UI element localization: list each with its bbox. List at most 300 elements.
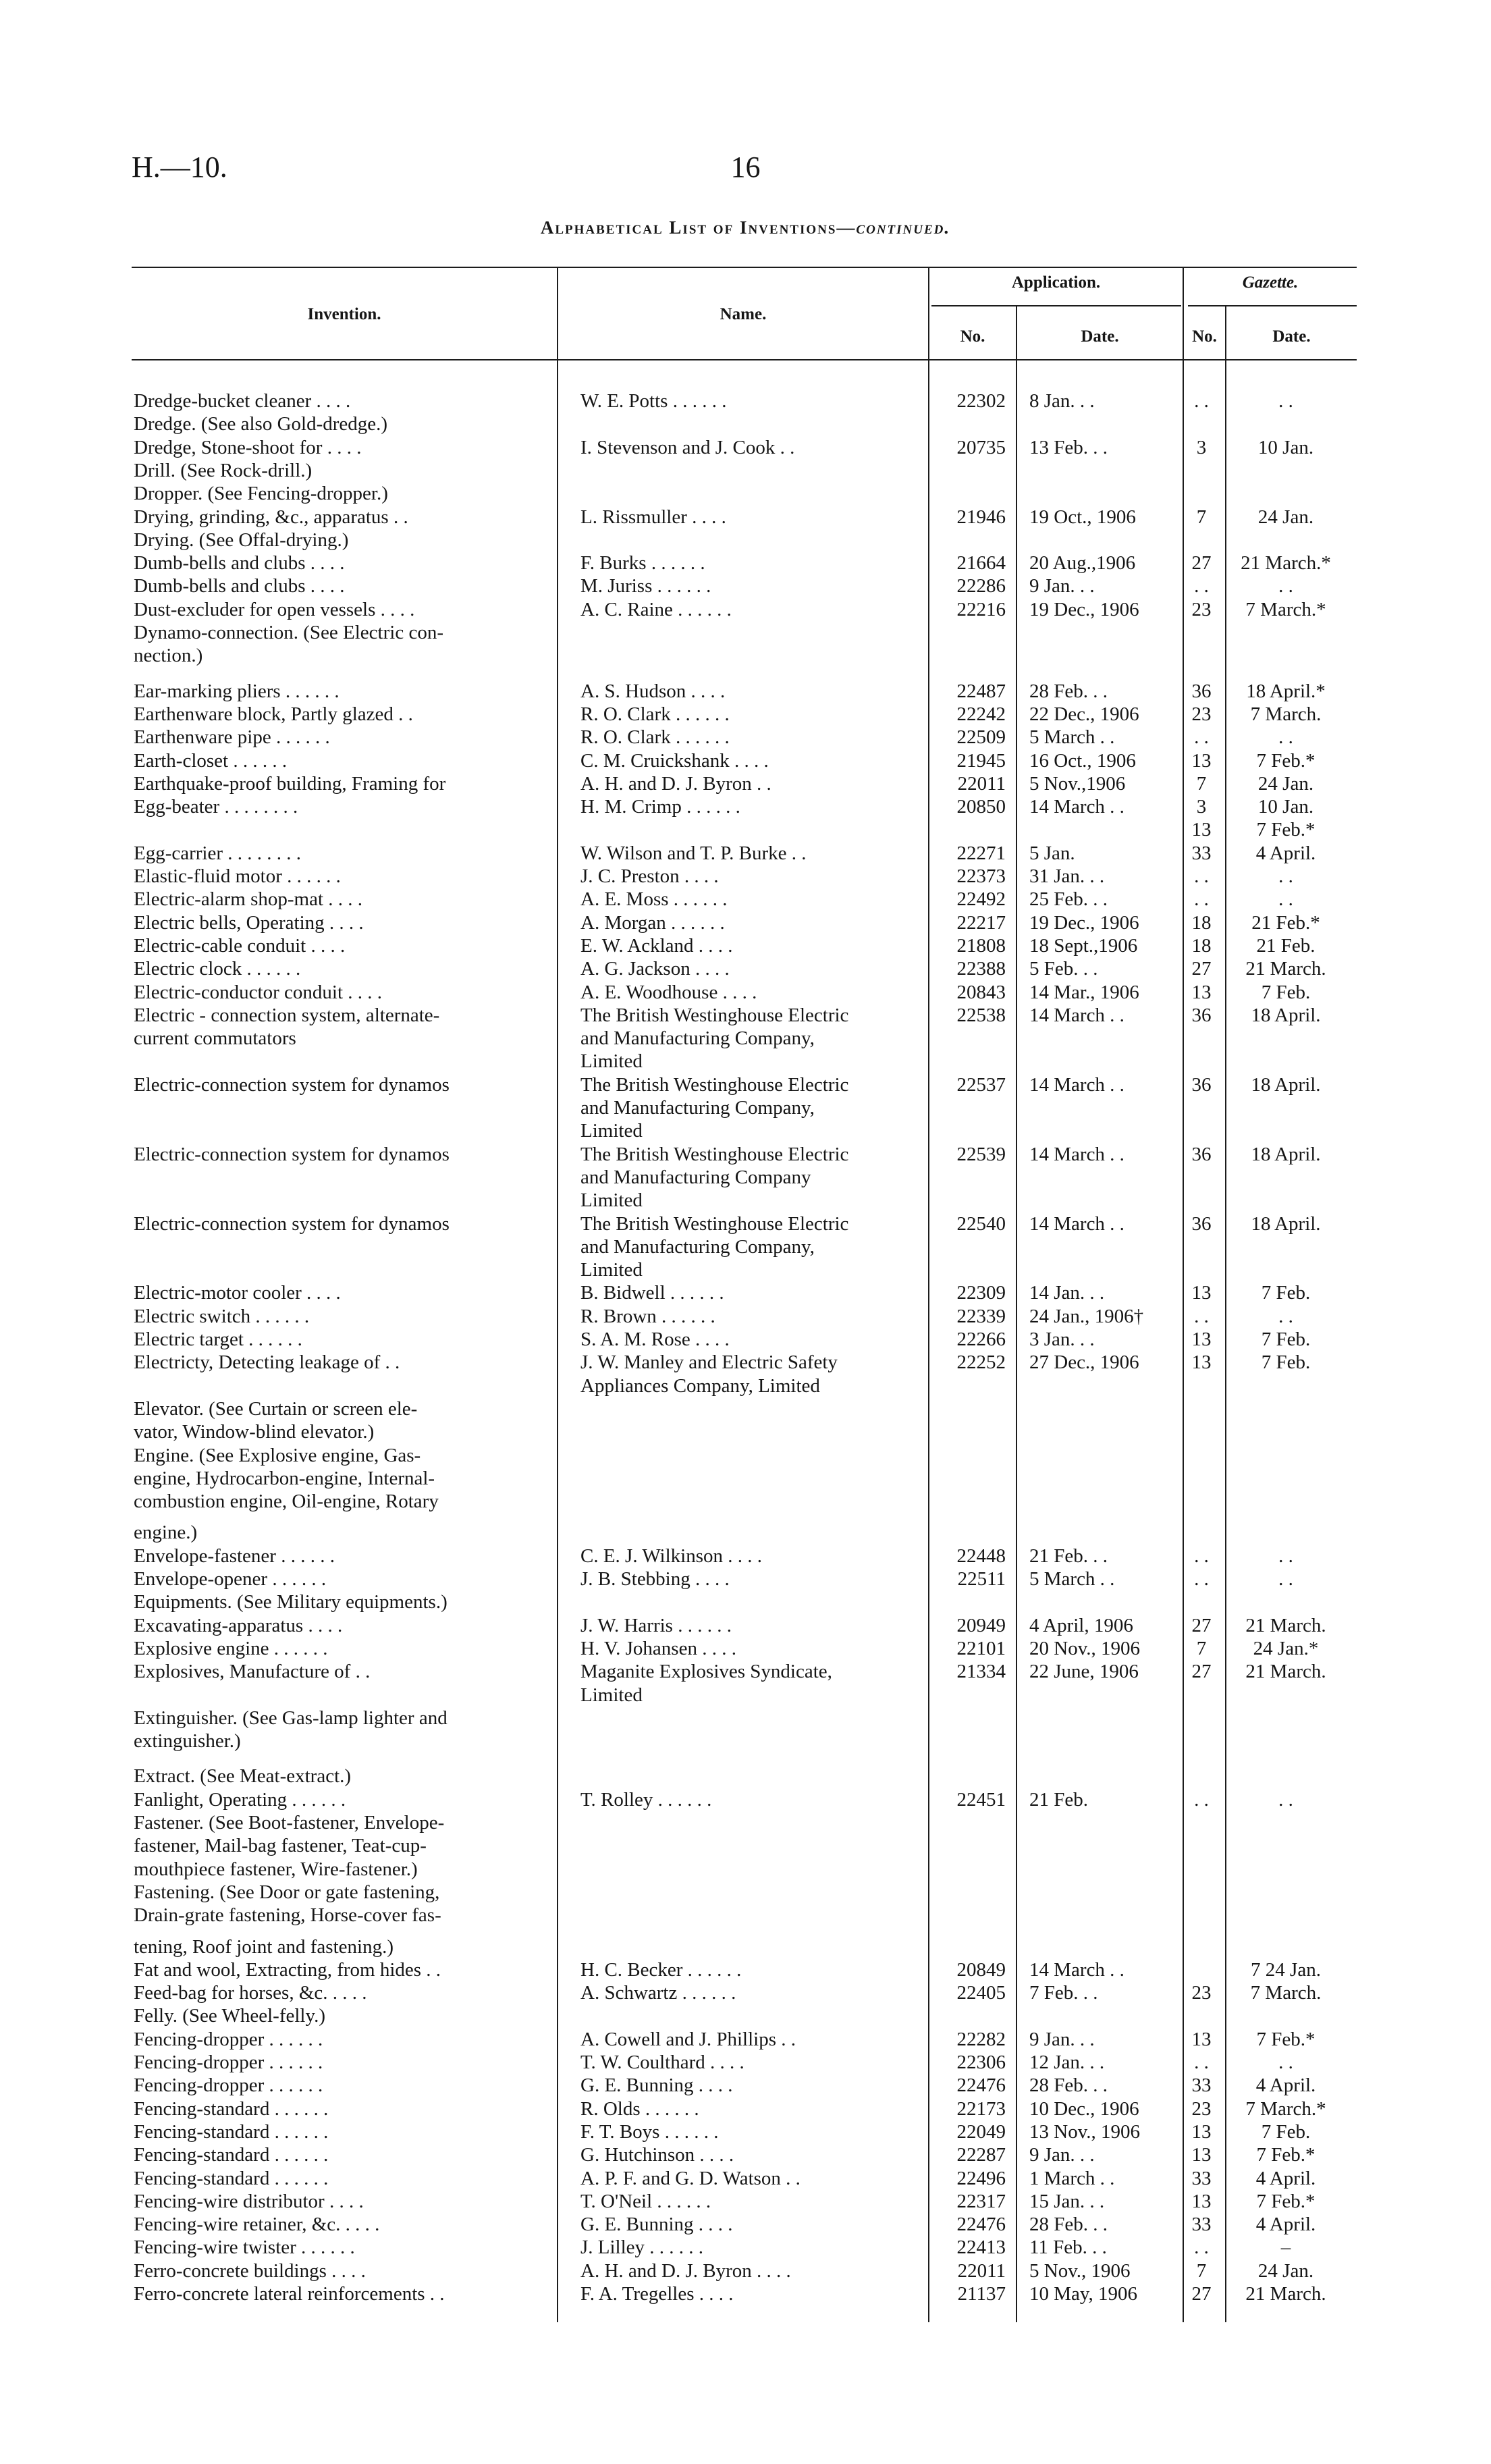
cell-gdate: 24 Jan.* [1253,1637,1319,1659]
cell-invention: Elastic-fluid motor . . . . . . [134,865,341,887]
cell-name: G. Hutchinson . . . . [580,2144,734,2166]
cell-gdate: 21 March. [1245,2283,1326,2305]
cell-invention: Fencing-standard . . . . . . [134,2120,329,2143]
cell-date: 19 Dec., 1906 [1029,598,1139,620]
cell-no: 22487 [956,680,1006,702]
cell-gdate: 18 April. [1251,1004,1321,1026]
cell-gno: 23 [1191,2097,1212,2120]
cell-invention: Electric target . . . . . . [134,1329,302,1350]
cell-no: 22496 [956,2167,1006,2189]
cell-name: Limited [580,1050,643,1073]
cell-no: 22388 [956,958,1006,980]
cell-date: 19 Dec., 1906 [1029,911,1139,934]
cell-no: 21664 [956,552,1006,574]
divider-invention-name [557,267,558,2322]
column-header-gazette-date: Date. [1272,327,1311,346]
cell-gdate: 18 April. [1251,1073,1321,1096]
cell-gno: 23 [1191,703,1212,725]
gazette-span-rule [1188,305,1357,306]
cell-gdate: 24 Jan. [1257,772,1314,795]
cell-date: 22 Dec., 1906 [1029,703,1139,725]
cell-date: 21 Feb. . . [1029,1545,1108,1567]
cell-name: G. E. Bunning . . . . [580,2074,733,2097]
cell-gno: 3 [1196,796,1207,818]
cell-invention: Drying. (See Offal-drying.) [134,529,349,551]
cell-gdate: 4 April. [1255,2074,1316,2097]
cell-invention: Electric-motor cooler . . . . [134,1282,341,1304]
cell-invention: Fencing-wire twister . . . . . . [134,2237,355,2259]
cell-gno: 18 [1191,911,1212,934]
cell-no: 22339 [956,1305,1006,1327]
cell-gno: 13 [1191,749,1212,772]
cell-date: 4 April, 1906 [1029,1614,1133,1636]
cell-no: 22302 [956,390,1006,412]
cell-gno: 3 [1196,436,1207,458]
cell-invention: Electric switch . . . . . . [134,1305,310,1327]
cell-invention: Fencing-wire retainer, &c. . . . . [134,2214,380,2236]
cell-name: W. E. Potts . . . . . . [580,390,727,412]
cell-gno: 23 [1191,598,1212,620]
cell-gno: 36 [1191,680,1212,702]
cell-name: A. Cowell and J. Phillips . . [580,2028,796,2050]
title-suffix: continued. [856,217,951,238]
cell-invention: Explosive engine . . . . . . [134,1637,328,1659]
cell-name: T. O'Neil . . . . . . [580,2190,711,2212]
cell-date: 5 Nov.,1906 [1029,772,1126,795]
cell-invention: Envelope-opener . . . . . . [134,1568,327,1590]
cell-invention: Explosives, Manufacture of . . [134,1661,371,1683]
cell-name: T. W. Coulthard . . . . [580,2052,744,2073]
cell-gdate: 21 March.* [1241,552,1331,574]
cell-date: 28 Feb. . . [1029,680,1108,702]
cell-invention: Extract. (See Meat-extract.) [134,1765,352,1788]
cell-gno: 13 [1191,1282,1212,1304]
cell-name: H. V. Johansen . . . . [580,1637,736,1659]
application-span-rule [931,305,1181,306]
cell-gno: . . [1194,726,1209,749]
cell-invention: Electric-connection system for dynamos [134,1143,450,1165]
cell-name: F. A. Tregelles . . . . [580,2283,734,2305]
cell-gno: 7 [1196,772,1207,795]
cell-name: F. T. Boys . . . . . . [580,2120,719,2143]
cell-gno: . . [1194,575,1209,597]
cell-invention: Dropper. (See Fencing-dropper.) [134,483,388,505]
cell-name: G. E. Bunning . . . . [580,2214,733,2236]
cell-gno: 13 [1191,2190,1212,2212]
cell-invention: Earthquake-proof building, Framing for [134,772,446,795]
cell-name: F. Burks . . . . . . [580,552,705,574]
cell-gdate: . . [1278,865,1293,887]
cell-name: E. W. Ackland . . . . [580,934,733,957]
cell-no: 20735 [956,436,1006,458]
cell-name: J. B. Stebbing . . . . [580,1568,730,1590]
cell-no: 20850 [956,796,1006,818]
cell-no: 22373 [956,865,1006,887]
cell-invention: Fencing-dropper . . . . . . [134,2074,323,2097]
cell-name: The British Westinghouse Electric [580,1004,849,1026]
cell-name: R. Olds . . . . . . [580,2097,699,2120]
cell-gno: 36 [1191,1073,1212,1096]
cell-name: L. Rissmuller . . . . [580,506,726,528]
cell-gno: 33 [1191,842,1212,864]
cell-no: 22511 [957,1568,1006,1590]
cell-invention: Earthenware block, Partly glazed . . [134,703,413,725]
cell-invention: Electricty, Detecting leakage of . . [134,1351,400,1374]
cell-invention: fastener, Mail-bag fastener, Teat-cup- [134,1835,427,1857]
cell-no: 22011 [957,772,1006,795]
cell-invention: Feed-bag for horses, &c. . . . . [134,1982,367,2004]
cell-date: 13 Feb. . . [1029,436,1108,458]
cell-gdate: 24 Jan. [1257,506,1314,528]
cell-no: 22271 [956,842,1006,864]
cell-no: 22252 [956,1351,1006,1374]
cell-name: R. O. Clark . . . . . . [580,703,730,725]
cell-invention: Dredge, Stone-shoot for . . . . [134,436,362,458]
cell-gdate: 18 April.* [1246,680,1326,702]
cell-name: T. Rolley . . . . . . [580,1788,712,1811]
cell-no: 22451 [956,1788,1006,1811]
cell-date: 19 Oct., 1906 [1029,506,1136,528]
table-top-rule [132,267,1357,268]
cell-no: 22173 [956,2097,1006,2120]
cell-name: J. W. Harris . . . . . . [580,1614,732,1636]
cell-no: 22011 [957,2259,1006,2282]
cell-date: 14 Jan. . . [1029,1282,1105,1304]
cell-name: A. Schwartz . . . . . . [580,1982,736,2004]
cell-invention: Fencing-standard . . . . . . [134,2144,329,2166]
cell-invention: Dredge. (See also Gold-dredge.) [134,413,388,435]
cell-invention: Elevator. (See Curtain or screen ele- [134,1397,418,1420]
cell-gno: 13 [1191,1329,1212,1350]
cell-gno: . . [1194,1545,1209,1567]
cell-gdate: 7 Feb.* [1256,2144,1316,2166]
column-header-gazette-no: No. [1192,327,1217,346]
cell-gno: 18 [1191,934,1212,957]
cell-no: 20843 [956,981,1006,1003]
cell-date: 12 Jan. . . [1029,2052,1105,2073]
cell-name: A. E. Moss . . . . . . [580,888,728,911]
cell-invention: extinguisher.) [134,1730,241,1752]
cell-gdate: . . [1278,1788,1293,1811]
cell-name: Limited [580,1259,643,1281]
cell-gno: 27 [1191,1661,1212,1683]
cell-gdate: 21 March. [1245,958,1326,980]
cell-name: M. Juriss . . . . . . [580,575,711,597]
cell-gno: 27 [1191,2283,1212,2305]
cell-invention: Envelope-fastener . . . . . . [134,1545,335,1567]
cell-date: 14 March . . [1029,1958,1124,1981]
cell-date: 5 Nov., 1906 [1029,2259,1131,2282]
cell-name: H. C. Becker . . . . . . [580,1958,742,1981]
cell-date: 14 March . . [1029,1212,1124,1235]
cell-gdate: 7 Feb. [1261,1282,1311,1304]
cell-no: 22413 [956,2237,1006,2259]
cell-no: 21946 [956,506,1006,528]
cell-invention: Dynamo-connection. (See Electric con- [134,622,443,643]
cell-gno: . . [1194,865,1209,887]
cell-gno: . . [1194,1788,1209,1811]
cell-date: 24 Jan., 1906† [1029,1305,1144,1327]
cell-invention: Electric-cable conduit . . . . [134,934,346,957]
cell-gno: 27 [1191,958,1212,980]
cell-date: 28 Feb. . . [1029,2214,1108,2236]
cell-date: 16 Oct., 1906 [1029,749,1136,772]
column-header-gazette: Gazette. [1242,273,1299,292]
cell-gno: 13 [1191,981,1212,1003]
cell-date: 3 Jan. . . [1029,1329,1095,1350]
cell-no: 22309 [956,1282,1006,1304]
cell-no: 22537 [956,1073,1006,1096]
cell-no: 22492 [956,888,1006,911]
cell-gdate: 4 April. [1255,2167,1316,2189]
cell-no: 22317 [956,2190,1006,2212]
cell-name: and Manufacturing Company, [580,1097,815,1119]
cell-invention: Electric-connection system for dynamos [134,1073,450,1096]
cell-gdate: 7 March.* [1245,2097,1326,2120]
cell-gdate: 7 Feb.* [1256,819,1316,841]
cell-name: Appliances Company, Limited [580,1374,820,1397]
cell-name: A. G. Jackson . . . . [580,958,730,980]
divider-no-date [1016,305,1017,2322]
cell-gdate: . . [1278,1568,1293,1590]
cell-invention: Dumb-bells and clubs . . . . [134,575,345,597]
cell-invention: Electric - connection system, alternate- [134,1004,440,1026]
cell-invention: combustion engine, Oil-engine, Rotary [134,1491,439,1513]
cell-date: 5 March . . [1029,1568,1115,1590]
cell-gdate: . . [1278,1305,1293,1327]
cell-date: 27 Dec., 1906 [1029,1351,1139,1374]
cell-gno: 7 [1196,2259,1207,2282]
cell-gdate: 7 March. [1250,703,1322,725]
cell-date: 5 Jan. [1029,842,1075,864]
cell-invention: engine, Hydrocarbon-engine, Internal- [134,1467,435,1489]
cell-no: 22539 [956,1143,1006,1165]
cell-invention: Felly. (See Wheel-felly.) [134,2005,325,2027]
cell-date: 13 Nov., 1906 [1029,2120,1141,2143]
cell-gdate: 7 Feb.* [1256,749,1316,772]
cell-date: 1 March . . [1029,2167,1115,2189]
cell-no: 22540 [956,1212,1006,1235]
cell-gdate: – [1280,2237,1291,2259]
cell-date: 22 June, 1906 [1029,1661,1139,1683]
cell-no: 22286 [956,575,1006,597]
cell-gdate: 4 April. [1255,2214,1316,2236]
cell-name: A. E. Woodhouse . . . . [580,981,757,1003]
page-number: 16 [730,151,761,184]
cell-gno: . . [1194,1568,1209,1590]
cell-no: 20949 [956,1614,1006,1636]
cell-date: 18 Sept.,1906 [1029,934,1138,957]
cell-date: 7 Feb. . . [1029,1982,1098,2004]
cell-no: 22049 [956,2120,1006,2143]
cell-name: I. Stevenson and J. Cook . . [580,436,795,458]
title-main: Alphabetical List of Inventions— [540,217,857,238]
cell-name: A. C. Raine . . . . . . [580,598,732,620]
cell-date: 11 Feb. . . [1029,2237,1107,2259]
cell-gno: . . [1194,2052,1209,2073]
cell-gdate: 4 April. [1255,842,1316,864]
cell-name: J. W. Manley and Electric Safety [580,1351,838,1374]
cell-no: 22509 [956,726,1006,749]
cell-name: The British Westinghouse Electric [580,1073,849,1096]
cell-invention: Fencing-dropper . . . . . . [134,2028,323,2050]
cell-date: 15 Jan. . . [1029,2190,1105,2212]
cell-gno: 36 [1191,1004,1212,1026]
cell-gno: . . [1194,1305,1209,1327]
cell-no: 22101 [956,1637,1006,1659]
cell-date: 14 March . . [1029,1143,1124,1165]
cell-name: J. Lilley . . . . . . [580,2237,704,2259]
cell-date: 9 Jan. . . [1029,575,1095,597]
cell-gdate: 10 Jan. [1257,796,1314,818]
cell-name: A. Morgan . . . . . . [580,911,725,934]
cell-name: The British Westinghouse Electric [580,1212,849,1235]
cell-invention: Ferro-concrete lateral reinforcements . . [134,2283,445,2305]
cell-date: 20 Nov., 1906 [1029,1637,1141,1659]
cell-gdate: 21 Feb. [1256,934,1316,957]
cell-no: 22217 [956,911,1006,934]
cell-name: Limited [580,1120,643,1142]
cell-invention: mouthpiece fastener, Wire-fastener.) [134,1858,418,1880]
cell-invention: Fat and wool, Extracting, from hides . . [134,1958,441,1981]
cell-invention: Egg-beater . . . . . . . . [134,796,298,818]
cell-date: 14 March . . [1029,1073,1124,1096]
cell-date: 5 March . . [1029,726,1115,749]
cell-name: S. A. M. Rose . . . . [580,1329,730,1350]
cell-gno: 13 [1191,2144,1212,2166]
cell-invention: Ear-marking pliers . . . . . . [134,680,340,702]
cell-no: 22242 [956,703,1006,725]
column-header-name: Name. [720,305,767,323]
cell-invention: Fastening. (See Door or gate fastening, [134,1881,440,1903]
cell-invention: Engine. (See Explosive engine, Gas- [134,1444,421,1466]
cell-gdate: . . [1278,2052,1293,2073]
cell-gdate: . . [1278,390,1293,412]
cell-invention: Excavating-apparatus . . . . [134,1614,343,1636]
cell-gno: . . [1194,888,1209,911]
cell-gdate: 7 March.* [1245,598,1326,620]
cell-gdate: 7 Feb. [1261,2120,1311,2143]
cell-gno: 13 [1191,2028,1212,2050]
cell-gdate: 7 24 Jan. [1251,1958,1321,1981]
cell-invention: Drying, grinding, &c., apparatus . . [134,506,408,528]
cell-date: 31 Jan. . . [1029,865,1105,887]
cell-gno: 36 [1191,1212,1212,1235]
cell-date: 10 Dec., 1906 [1029,2097,1139,2120]
cell-invention: Drain-grate fastening, Horse-cover fas- [134,1904,441,1927]
cell-gdate: . . [1278,575,1293,597]
cell-gno: 27 [1191,552,1212,574]
cell-invention: vator, Window-blind elevator.) [134,1421,375,1443]
cell-invention: Dredge-bucket cleaner . . . . [134,390,351,412]
cell-no: 22266 [956,1329,1006,1350]
cell-invention: Fastener. (See Boot-fastener, Envelope- [134,1812,445,1833]
cell-invention: Earthenware pipe . . . . . . [134,726,330,749]
cell-date: 14 Mar., 1906 [1029,981,1139,1003]
cell-date: 5 Feb. . . [1029,958,1098,980]
cell-gno: . . [1194,2237,1209,2259]
cell-name: The British Westinghouse Electric [580,1143,849,1165]
cell-gno: 13 [1191,2120,1212,2143]
cell-gdate: . . [1278,1545,1293,1567]
cell-gno: 33 [1191,2167,1212,2189]
cell-invention: current commutators [134,1027,296,1050]
cell-name: and Manufacturing Company, [580,1235,815,1258]
cell-invention: Fencing-standard . . . . . . [134,2167,329,2189]
cell-date: 14 March . . [1029,1004,1124,1026]
cell-date: 14 March . . [1029,796,1124,818]
table-header-rule [132,359,1357,360]
cell-gdate: 7 Feb. [1261,1329,1311,1350]
cell-gno: . . [1194,390,1209,412]
cell-no: 22448 [956,1545,1006,1567]
cell-invention: Fencing-standard . . . . . . [134,2097,329,2120]
cell-name: Limited [580,1189,643,1212]
cell-name: R. O. Clark . . . . . . [580,726,730,749]
cell-invention: Extinguisher. (See Gas-lamp lighter and [134,1707,448,1729]
cell-invention: engine.) [134,1522,198,1544]
cell-no: 20849 [956,1958,1006,1981]
cell-gno: 13 [1191,1351,1212,1374]
cell-invention: tening, Roof joint and fastening.) [134,1935,394,1958]
cell-gno: 27 [1191,1614,1212,1636]
cell-gdate: . . [1278,726,1293,749]
cell-invention: Drill. (See Rock-drill.) [134,459,313,481]
cell-gdate: . . [1278,888,1293,911]
cell-name: W. Wilson and T. P. Burke . . [580,842,807,864]
cell-gdate: 10 Jan. [1257,436,1314,458]
cell-invention: Fencing-wire distributor . . . . [134,2190,364,2212]
cell-name: and Manufacturing Company [580,1166,811,1188]
cell-no: 22287 [956,2144,1006,2166]
cell-gdate: 21 March. [1245,1661,1326,1683]
cell-invention: Equipments. (See Military equipments.) [134,1591,448,1613]
cell-invention: Egg-carrier . . . . . . . . [134,842,302,864]
cell-gno: 36 [1191,1143,1212,1165]
cell-date: 9 Jan. . . [1029,2144,1095,2166]
cell-no: 21945 [956,749,1006,772]
column-header-application-no: No. [960,327,985,346]
cell-gno: 33 [1191,2074,1212,2097]
cell-invention: Fencing-dropper . . . . . . [134,2052,323,2073]
cell-name: A. S. Hudson . . . . [580,680,726,702]
cell-date: 10 May, 1906 [1029,2283,1138,2305]
cell-gdate: 21 Feb.* [1251,911,1320,934]
cell-gno: 7 [1196,1637,1207,1659]
cell-date: 21 Feb. [1029,1788,1088,1811]
cell-name: R. Brown . . . . . . [580,1305,715,1327]
cell-name: A. H. and D. J. Byron . . [580,772,771,795]
cell-date: 20 Aug.,1906 [1029,552,1136,574]
cell-gdate: 18 April. [1251,1143,1321,1165]
cell-invention: Electric-alarm shop-mat . . . . [134,888,363,911]
cell-name: Limited [580,1684,643,1706]
column-header-application-date: Date. [1081,327,1119,346]
cell-name: C. E. J. Wilkinson . . . . [580,1545,762,1567]
cell-date: 9 Jan. . . [1029,2028,1095,2050]
cell-date: 28 Feb. . . [1029,2074,1108,2097]
cell-date: 8 Jan. . . [1029,390,1095,412]
cell-no: 22476 [956,2214,1006,2236]
cell-date: 25 Feb. . . [1029,888,1108,911]
cell-gdate: 7 Feb. [1261,981,1311,1003]
cell-invention: Dumb-bells and clubs . . . . [134,552,345,574]
cell-no: 21334 [956,1661,1006,1683]
cell-no: 22306 [956,2052,1006,2073]
cell-name: B. Bidwell . . . . . . [580,1282,724,1304]
cell-name: Maganite Explosives Syndicate, [580,1661,832,1683]
cell-name: H. M. Crimp . . . . . . [580,796,740,818]
